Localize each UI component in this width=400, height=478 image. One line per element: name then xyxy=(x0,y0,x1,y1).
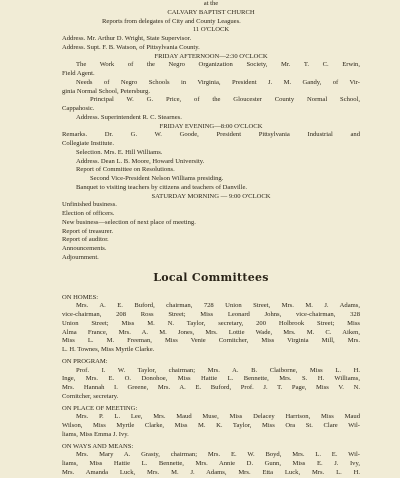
session-heading: SATURDAY MORNING — 9:00 O'CLOCK xyxy=(151,192,271,200)
session-heading: FRIDAY EVENING—8:00 O'CLOCK xyxy=(159,122,263,130)
program-line: Address. Dean L. B. Moore, Howard University. xyxy=(76,157,205,165)
program-line: ginia Normal School, Petersburg. xyxy=(62,87,150,95)
committee-list xyxy=(62,294,360,478)
committee-line: vice-chairman, 208 Ross Street; Miss Leonard Johns, vice-chairman, 328 xyxy=(62,311,360,318)
program-line: Announcements. xyxy=(62,245,107,252)
committee-heading: ON HOMES: xyxy=(62,293,99,301)
program-line: Remarks. Dr. G. W. Goode, President Pittsylvania Industrial and xyxy=(62,131,360,139)
program-line: Collegiate Institute. xyxy=(62,140,115,147)
program-line: Principal W. G. Price, of the Gloucester County Normal School, xyxy=(90,96,360,104)
committee-line: liams, Miss Hattie L. Bennette, Mrs. Annie D. Gunn, Miss E. J. Ivy, xyxy=(62,460,360,467)
program-line: Address. Superintendent R. C. Stearnes. xyxy=(76,113,182,121)
program-line: The Work of the Negro Organization Society, Mr. T. C. Erwin, xyxy=(76,61,360,69)
committee-heading: ON PROGRAM: xyxy=(62,357,108,365)
committee-line: liams, Miss Emma J. Ivy. xyxy=(62,430,129,438)
program-line: Address. Supt. F. B. Watson, of Pittsylvania County. xyxy=(62,43,200,51)
committee-line: Miss L. M. Freeman, Miss Venie Cornitcher, Miss Virginia Mill, Mrs. xyxy=(62,337,360,345)
program-line: Adjournment. xyxy=(62,253,99,261)
committee-line: Cornitcher, secretary. xyxy=(62,392,119,400)
program-line: Reports from delegates of City and County Leagues. xyxy=(102,17,241,25)
program-line: Election of officers. xyxy=(62,210,115,217)
program-line: Needs of Negro Schools in Virginia, President J. M. Gandy, of Vir- xyxy=(76,78,360,86)
session-heading: 11 O'CLOCK xyxy=(192,26,230,34)
program-schedule xyxy=(62,0,360,263)
program-line: Unfinished business. xyxy=(62,201,117,209)
committee-line: L. H. Townes, Miss Myrtle Clarke. xyxy=(62,346,155,353)
committee-heading: ON WAYS AND MEANS: xyxy=(62,442,134,450)
committee-line: Mrs. Mary A. Grasty, chairman; Mrs. E. W. Boyd, Mrs. L. E. Wil- xyxy=(76,451,360,459)
program-line: Second Vice-President Nelson Williams presiding. xyxy=(90,175,224,182)
program-line: Banquet to visiting teachers by citizens and teachers of Danville. xyxy=(76,183,248,191)
session-heading: CALVARY BAPTIST CHURCH xyxy=(167,8,255,16)
committee-line: Union Street; Miss M. N. Taylor, secretary, 200 Holbrook Street; Miss xyxy=(62,319,360,327)
program-line: Field Agent. xyxy=(62,70,95,77)
program-line: Report of treasurer. xyxy=(62,227,114,235)
committee-line: Wilson, Miss Myrtle Clarke, Miss M. K. Taylor, Miss Ora St. Clare Wil- xyxy=(62,422,360,429)
session-heading: FRIDAY AFTERNOON—2:30 O'CLOCK xyxy=(154,52,268,60)
committee-line: Mrs. A. E. Buford, chairman, 728 Union Street, Mrs. M. J. Adams, xyxy=(76,302,360,310)
program-line: Report of auditor. xyxy=(62,236,109,244)
committee-line: Mrs. Hannah I. Greene, Mrs. A. E. Buford, Prof. J. T. Page, Miss V. N. xyxy=(62,384,360,391)
program-line: Selection. Mrs. E. Hill Williams. xyxy=(76,148,163,156)
committee-heading: ON PLACE OF MEETING: xyxy=(62,404,138,412)
committee-line: Mrs. Amanda Luck, Mrs. M. J. Adams, Mrs. Etta Luck, Mrs. L. H. xyxy=(62,468,360,476)
session-heading: at the xyxy=(203,0,219,7)
committee-line: Mrs. P. L. Lee, Mrs. Maud Muse, Miss Delacey Harrison, Miss Maud xyxy=(76,413,360,421)
program-line: New business—selection of next place of meeting. xyxy=(62,218,196,226)
program-line: Report of Committee on Resolutions. xyxy=(76,166,175,174)
committee-line: Alma France, Mrs. A. M. Jones, Mrs. Lottie Wade, Mrs. M. C. Aiken, xyxy=(62,328,360,336)
program-line: Cappahosic. xyxy=(62,105,95,112)
local-committees-heading: Local Committees xyxy=(153,270,269,284)
program-line: Address. Mr. Arthur D. Wright, State Supervisor. xyxy=(62,35,192,42)
committee-line: Inge, Mrs. E. O. Donohoe, Miss Hattie L. Bennette, Mrs. S. H. Williams, xyxy=(62,375,360,383)
committee-line: Prof. I. W. Taylor, chairman; Mrs. A. B. Claiborne, Miss L. H. xyxy=(76,366,360,374)
